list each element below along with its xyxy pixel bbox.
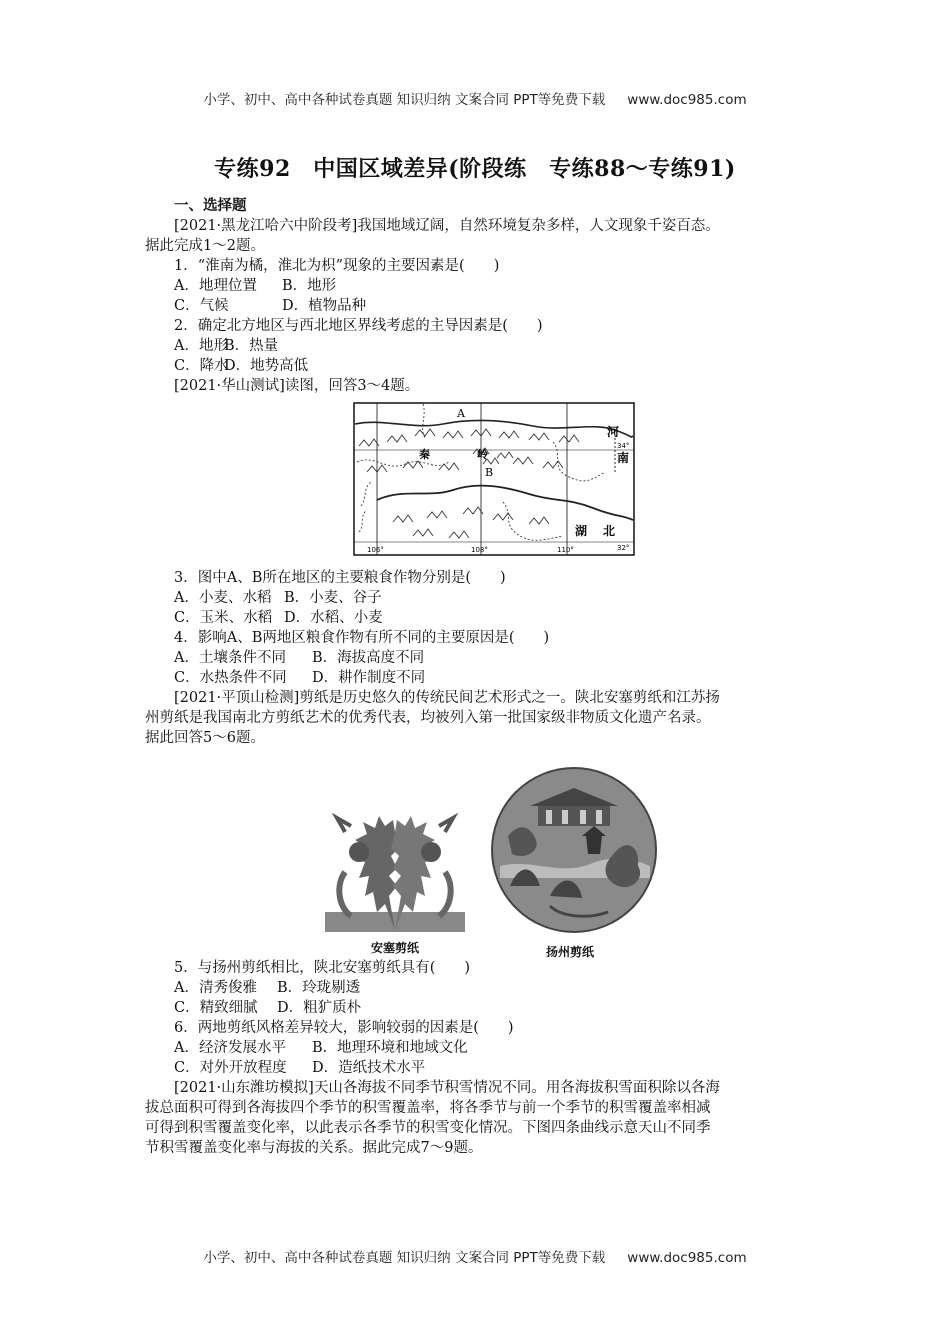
q6-options-row1 <box>145 1038 810 1058</box>
q5-option-c: C．精致细腻 <box>174 1000 258 1016</box>
footer-banner <box>0 1246 950 1266</box>
banner-text: 小学、初中、高中各种试卷真题 知识归纳 文案合同 PPT等免费下载 <box>203 92 606 108</box>
q1-option-d: D．植物品种 <box>282 298 367 314</box>
q5-option-a: A．清秀俊雅 <box>174 980 257 996</box>
q6-options-row2 <box>145 1058 810 1078</box>
map-lon-106: 106° <box>367 546 384 554</box>
q5-option-b: B．玲珑剔透 <box>277 980 361 996</box>
map-lon-110: 110° <box>557 546 574 554</box>
banner-site[interactable]: www.doc985.com <box>627 92 747 108</box>
document-body <box>145 196 810 1158</box>
map-label-he: 河 <box>607 425 620 439</box>
q6-option-a: A．经济发展水平 <box>174 1040 286 1056</box>
papercut-figure <box>145 768 810 959</box>
q1-option-b: B．地形 <box>282 278 337 294</box>
map-label-nan: 南 <box>617 451 630 465</box>
qinling-map <box>353 402 635 556</box>
caption-yangzhou: 扬州剪纸 <box>546 945 595 959</box>
q3-option-d: D．水稻、小麦 <box>284 610 383 626</box>
caption-ansai: 安塞剪纸 <box>371 941 420 955</box>
intro1-line2: 据此完成1～2题。 <box>145 238 265 254</box>
map-label-hu: 湖 <box>575 524 588 538</box>
map-label-bei: 北 <box>603 524 616 538</box>
q2-option-c: C．降水 <box>174 358 229 374</box>
q6-option-c: C．对外开放程度 <box>174 1060 287 1076</box>
q4-option-c: C．水热条件不同 <box>174 670 287 686</box>
intro4-line1: [2021·山东潍坊模拟]天山各海拔不同季节积雪情况不同。用各海拔积雪面积除以各海 <box>174 1080 720 1096</box>
map-label-ling: 岭 <box>477 448 488 461</box>
q5-options-row1 <box>145 978 810 998</box>
section-heading: 一、选择题 <box>174 197 247 214</box>
intro4-line2: 拔总面积可得到各海拔四个季节的积雪覆盖率，将各季节与前一个季节的积雪覆盖率相减 <box>145 1100 711 1116</box>
q4-options-row2 <box>145 668 810 688</box>
q4-options-row1 <box>145 648 810 668</box>
q3-options-row1 <box>145 588 810 608</box>
intro1-line1: [2021·黑龙江哈六中阶段考]我国地域辽阔，自然环境复杂多样，人文现象千姿百态。 <box>174 218 720 234</box>
map-lat-32: 32° <box>617 544 630 552</box>
q3-options-row2 <box>145 608 810 628</box>
q3-option-a: A．小麦、水稻 <box>174 590 272 606</box>
q4-option-b: B．海拔高度不同 <box>312 650 425 666</box>
q6-option-b: B．地理环境和地域文化 <box>312 1040 468 1056</box>
map-lon-108: 108° <box>471 546 488 554</box>
q4-option-d: D．耕作制度不同 <box>312 670 426 686</box>
intro3-line2: 州剪纸是我国南北方剪纸艺术的优秀代表，均被列入第一批国家级非物质文化遗产名录。 <box>145 710 711 726</box>
intro3-line3: 据此回答5～6题。 <box>145 730 265 746</box>
q1-options-row1 <box>145 276 810 296</box>
q1-options-row2 <box>145 296 810 316</box>
q2-options-row1 <box>145 336 810 356</box>
q2-option-a: A．地形 <box>174 338 228 354</box>
yangzhou-papercut-image <box>490 766 658 934</box>
q6-option-d: D．造纸技术水平 <box>312 1060 426 1076</box>
intro3-line1: [2021·平顶山检测]剪纸是历史悠久的传统民间艺术形式之一。陕北安塞剪纸和江苏扬 <box>174 690 720 706</box>
q1-stem: 1．“淮南为橘，淮北为枳”现象的主要因素是( ) <box>174 258 500 274</box>
ansai-papercut-image <box>325 812 465 932</box>
q4-option-a: A．土壤条件不同 <box>174 650 286 666</box>
page-title: 专练92 中国区域差异(阶段练 专练88～专练91) <box>214 156 736 182</box>
q2-stem: 2．确定北方地区与西北地区界线考虑的主导因素是( ) <box>174 318 543 334</box>
map-label-qin: 秦 <box>419 448 430 461</box>
q4-stem: 4．影响A、B两地区粮食作物有所不同的主要原因是( ) <box>174 630 550 646</box>
q2-option-d: D．地势高低 <box>224 358 309 374</box>
intro2: [2021·华山测试]读图，回答3～4题。 <box>174 378 420 394</box>
q1-option-c: C．气候 <box>174 298 229 314</box>
intro4-line3: 可得到积雪覆盖变化率，以此表示各季节的积雪变化情况。下图四条曲线示意天山不同季 <box>145 1120 711 1136</box>
map-label-b: B <box>485 466 494 479</box>
q2-option-b: B．热量 <box>224 338 279 354</box>
q6-stem: 6．两地剪纸风格差异较大，影响较弱的因素是( ) <box>174 1020 514 1036</box>
map-label-a: A <box>457 407 465 420</box>
header-banner <box>0 88 950 108</box>
footer-banner-text: 小学、初中、高中各种试卷真题 知识归纳 文案合同 PPT等免费下载 <box>203 1250 606 1266</box>
q2-options-row2 <box>145 356 810 376</box>
q3-stem: 3．图中A、B所在地区的主要粮食作物分别是( ) <box>174 570 506 586</box>
q3-option-b: B．小麦、谷子 <box>284 590 382 606</box>
q5-stem: 5．与扬州剪纸相比，陕北安塞剪纸具有( ) <box>174 960 471 976</box>
q1-option-a: A．地理位置 <box>174 278 257 294</box>
q5-option-d: D．粗犷质朴 <box>277 1000 362 1016</box>
q5-options-row2 <box>145 998 810 1018</box>
intro4-line4: 节积雪覆盖变化率与海拔的关系。据此完成7～9题。 <box>145 1140 483 1156</box>
map-lat-34: 34° <box>617 442 630 450</box>
footer-banner-site[interactable]: www.doc985.com <box>627 1250 747 1266</box>
q3-option-c: C．玉米、水稻 <box>174 610 273 626</box>
